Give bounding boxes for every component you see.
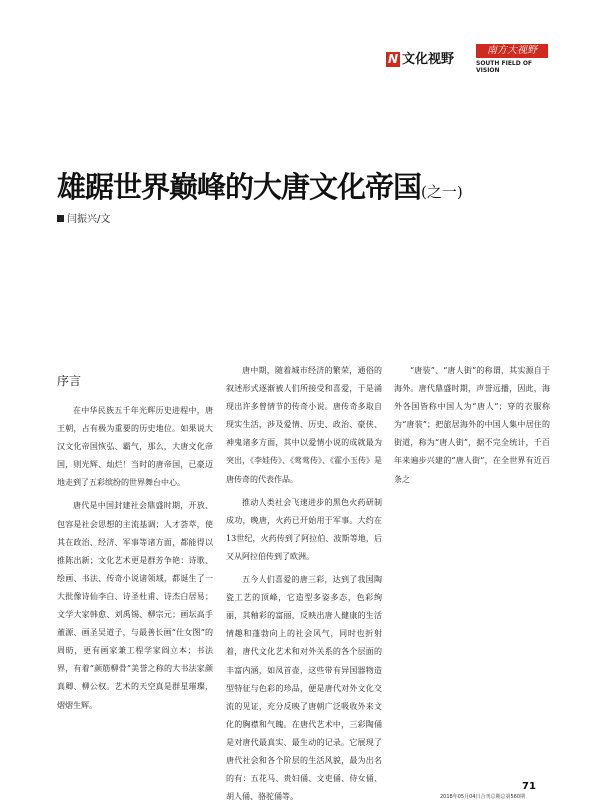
masthead bbox=[386, 44, 556, 72]
paragraph-5: 五今人们喜爱的唐三彩，达到了我国陶瓷工艺的顶峰，它造型多姿多态，色彩绚丽，其釉彩的富丽，反映出唐人健康的生活情趣和蓬勃向上的社会风气，同时也折射着，唐代文化艺术和对外关系的各个层面的丰富内涵，如凤首壶，这些带有异国器物造型特征与色彩的珍品，便是唐代对外文化交流的见证，充分反映了唐朝广泛吸收外来文化的胸襟和气魄。在唐代艺术中，三彩陶俑是对唐代最真实、最生动的记录。它展现了唐代社会和各个阶层的生活风貌，最为出名的有：五花马、贵妇俑、文吏俑、侍女俑、胡人俑、骆驼俑等。 bbox=[226, 575, 382, 802]
paragraph-6: “唐装”、“唐人街”的称谓，其实源自于海外。唐代鼎盛时期，声誉远播，因此，海外各国皆称中国人为“唐人”；穿的衣服称为“唐装”；把旅居海外的中国人集中居住的街道，称为“唐人街”，据不完全统计，千百年来遍步兴建的“唐人街”，在全世界有近百条之 bbox=[394, 366, 550, 484]
column-name: 文化视野 bbox=[402, 52, 455, 67]
author-line bbox=[57, 210, 110, 225]
issue-info: 2018年05月04日合刊总期总第560期 bbox=[440, 794, 525, 800]
magazine-logo-mark: N bbox=[387, 52, 399, 66]
section-heading: 序言 bbox=[57, 374, 82, 388]
square-bullet-icon bbox=[57, 215, 64, 222]
brand-en-label: SOUTH FIELD OF VISION bbox=[476, 60, 533, 74]
text-column-3 bbox=[394, 362, 550, 494]
text-column-2 bbox=[226, 362, 382, 811]
paragraph-1: 在中华民族五千年光辉历史进程中，唐王朝，占有极为重要的历史地位。如果说大汉文化帝国恢弘、霸气，那么，大唐文化帝国，则光辉、灿烂！当时的唐帝国，已豪迈地走到了五彩缤纷的世界舞台中心。 bbox=[57, 406, 213, 488]
page-number: 71 bbox=[522, 781, 536, 792]
text-column-1 bbox=[57, 402, 213, 720]
author-name: 闫振兴/文 bbox=[67, 214, 111, 225]
article-title bbox=[57, 170, 557, 209]
title-suffix: (之一) bbox=[421, 183, 463, 201]
paragraph-2: 唐代是中国封建社会鼎盛时期，开放、包容是社会思想的主流基调；人才荟萃，使其在政治、经济、军事等诸方面，都能得以推陈出新；文化艺术更是群芳争艳：诗歌、绘画、书法、传奇小说诸领域，都诞生了一大批像诗仙李白、诗圣杜甫、诗杰白居易；文学大家韩愈、刘禹锡、柳宗元；画坛高手董源、画圣吴道子，与最善长画“仕女图”的周昉，更有画家兼工程学家阎立本；书法界，有着“颜筋柳骨”美誉之称的大书法家颜真卿、柳公权。艺术的天空真是群星璀璨，熠熠生辉。 bbox=[57, 501, 213, 710]
paragraph-3: 唐中期，随着城市经济的繁荣，通俗的叙述形式逐渐被人们所接受和喜爱，于是涌现出许多曾情节的传奇小说。唐传奇多取自现实生活，涉及爱情、历史、政治、豪侠、神鬼诸多方面，其中以爱情小说的成就最为突出，《李娃传》、《莺莺传》、《霍小玉传》是唐传奇的代表作品。 bbox=[226, 366, 382, 484]
paragraph-4: 推动人类社会飞速进步的黑色火药研制成功，晚唐，火药已开始用于军事。大约在13世纪，火药传到了阿拉伯、波斯等地，后又从阿拉伯传到了欧洲。 bbox=[226, 497, 382, 561]
title-main: 雄踞世界巅峰的大唐文化帝国 bbox=[57, 170, 422, 204]
brand-cn-badge: 南方大视野 bbox=[476, 44, 548, 58]
